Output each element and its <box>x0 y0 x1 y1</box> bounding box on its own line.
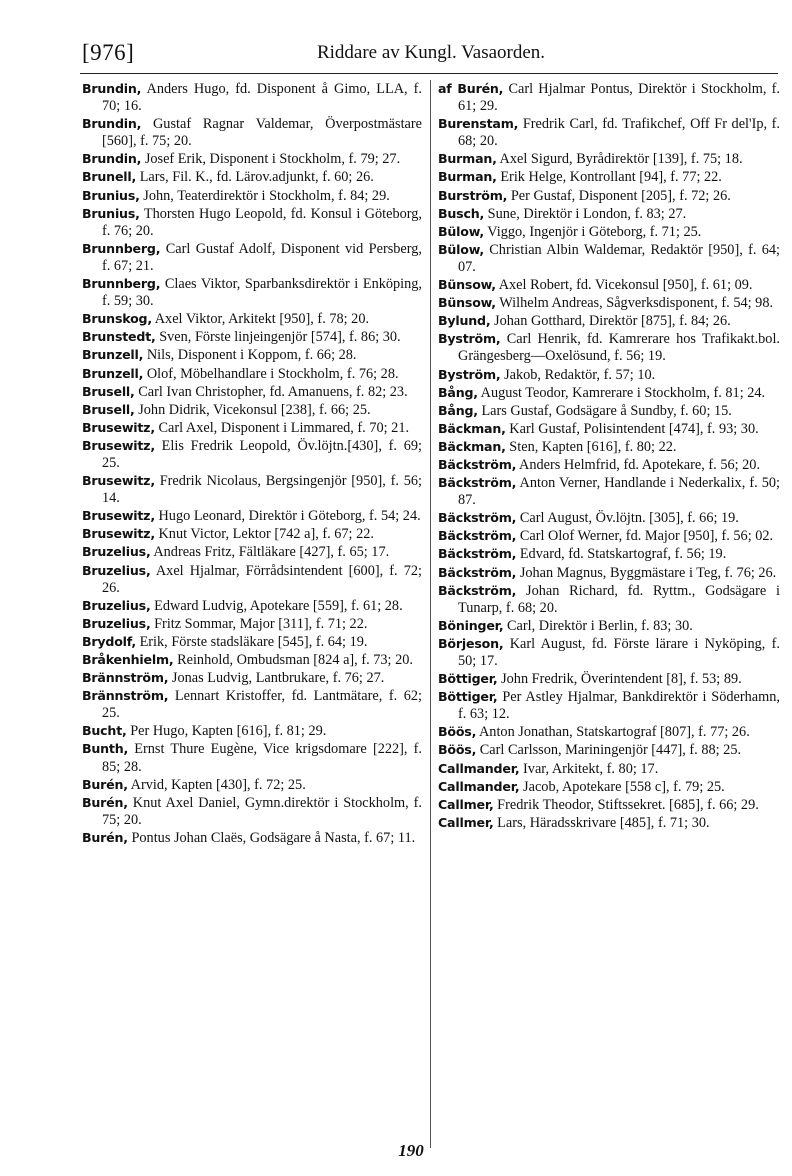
entry-details: Pontus Johan Claës, Godsägare å Nasta, f. 67; 11. <box>131 829 416 846</box>
entry-surname: Brunius, <box>82 187 140 203</box>
entry-details: Olof, Möbelhandlare i Stockholm, f. 76; 28. <box>146 365 399 382</box>
entry-surname: Bünsow, <box>438 277 496 293</box>
register-entry <box>438 688 780 723</box>
entry-surname: Bång, <box>438 384 478 400</box>
register-entry <box>82 150 422 168</box>
entry-details: Edvard, fd. Statskartograf, f. 56; 19. <box>519 546 727 563</box>
register-entry <box>438 723 780 741</box>
entry-surname: Burström, <box>438 187 508 203</box>
entry-surname: Böninger, <box>438 617 504 633</box>
entry-details: Hugo Leonard, Direktör i Göteborg, f. 54; 24. <box>158 508 421 525</box>
entry-surname: Brusewitz, <box>82 508 155 524</box>
register-entry <box>82 776 422 794</box>
entry-details: Carl Gustaf Adolf, Disponent vid Persberg, f. 67; 21. <box>102 240 423 274</box>
entry-details: Lars, Häradsskrivare [485], f. 71; 30. <box>497 814 710 831</box>
register-entry <box>438 741 780 759</box>
entry-details: John, Teaterdirektör i Stockholm, f. 84; 29. <box>143 187 390 204</box>
entry-details: August Teodor, Kamrerare i Stockholm, f. 81; 24. <box>480 384 766 401</box>
entry-surname: Bruzelius, <box>82 562 151 578</box>
entry-surname: Busch, <box>438 205 485 221</box>
entry-surname: Callmander, <box>438 778 520 794</box>
entry-details: Jacob, Apotekare [558 c], f. 79; 25. <box>523 778 725 795</box>
entry-details: Elis Fredrik Leopold, Öv.löjtn.[430], f. 69; 25. <box>102 437 422 471</box>
entry-surname: Bäckström, <box>438 510 517 526</box>
entry-details: Thorsten Hugo Leopold, fd. Konsul i Göteborg, f. 76; 20. <box>102 205 422 239</box>
register-entry <box>438 80 780 115</box>
entry-details: Carl Axel, Disponent i Limmared, f. 70; 21. <box>158 419 410 436</box>
entry-surname: af Burén, <box>438 81 504 96</box>
running-header-title: Riddare av Kungl. Vasaorden. <box>316 42 546 63</box>
register-entry <box>438 187 780 205</box>
register-entry <box>82 205 422 240</box>
register-entry <box>438 564 780 582</box>
entry-surname: Bråkenhielm, <box>82 652 174 667</box>
entry-surname: Böös, <box>438 742 477 758</box>
register-entry <box>82 633 422 651</box>
register-entry <box>438 168 780 186</box>
register-entry <box>82 472 422 507</box>
entry-details: Jakob, Redaktör, f. 57; 10. <box>504 366 656 383</box>
register-entry <box>438 438 780 456</box>
register-entry <box>438 205 780 223</box>
register-entry <box>82 437 422 472</box>
entry-details: Josef Erik, Disponent i Stockholm, f. 79; 27. <box>144 151 401 168</box>
register-entry <box>438 366 780 384</box>
entry-details: Sune, Direktör i London, f. 83; 27. <box>487 205 687 222</box>
register-entry <box>438 617 780 635</box>
entry-surname: Brännström, <box>82 688 169 704</box>
register-entry <box>82 419 422 437</box>
entry-surname: Bylund, <box>438 313 491 329</box>
entry-details: Fredrik Nicolaus, Bergsingenjör [950], f. 56; 14. <box>102 473 422 507</box>
entry-details: Edward Ludvig, Apotekare [559], f. 61; 28. <box>154 597 403 614</box>
entry-details: Per Hugo, Kapten [616], f. 81; 29. <box>130 723 327 740</box>
entry-details: Anton Jonathan, Statskartograf [807], f. 77; 26. <box>478 724 750 741</box>
register-entry <box>438 330 780 365</box>
register-entry <box>438 760 780 778</box>
entry-surname: Böös, <box>438 724 477 740</box>
register-entry <box>82 346 422 364</box>
entry-surname: Brunius, <box>82 205 140 221</box>
entry-surname: Bäckström, <box>438 456 517 472</box>
entry-details: Per Gustaf, Disponent [205], f. 72; 26. <box>510 187 731 204</box>
entry-details: Axel Robert, fd. Vicekonsul [950], f. 61; 09. <box>498 277 753 294</box>
entry-details: Per Astley Hjalmar, Bankdirektör i Söderhamn, f. 63; 12. <box>458 689 780 723</box>
entry-surname: Byström, <box>438 366 501 382</box>
entry-surname: Bäckman, <box>438 438 506 454</box>
entry-details: Christian Albin Waldemar, Redaktör [950], f. 64; 07. <box>458 241 780 275</box>
entry-surname: Brunnberg, <box>82 276 161 292</box>
register-entry <box>82 543 422 561</box>
entry-surname: Bäckström, <box>438 564 517 580</box>
entry-surname: Böttiger, <box>438 689 498 705</box>
register-entry <box>438 527 780 545</box>
entry-details: Knut Axel Daniel, Gymn.direktör i Stockholm, f. 75; 20. <box>102 794 422 828</box>
register-entry <box>438 241 780 276</box>
entry-surname: Callmer, <box>438 796 494 812</box>
entry-details: Carl, Direktör i Berlin, f. 83; 30. <box>506 617 693 634</box>
register-entry <box>438 474 780 509</box>
column-divider <box>430 80 431 1148</box>
register-entry <box>82 401 422 419</box>
register-entry <box>438 276 780 294</box>
entry-details: Carl Hjalmar Pontus, Direktör i Stockholm, f. 61; 29. <box>458 81 780 115</box>
register-entry <box>82 615 422 633</box>
entry-surname: Börjeson, <box>438 635 504 651</box>
entry-details: Carl Ivan Christopher, fd. Amanuens, f. 82; 23. <box>138 383 408 400</box>
entry-details: Anders Hugo, fd. Disponent å Gimo, LLA, f. 70; 16. <box>102 81 422 115</box>
entry-surname: Brundin, <box>82 116 142 132</box>
register-entry <box>438 420 780 438</box>
entry-details: Anders Helmfrid, fd. Apotekare, f. 56; 20. <box>519 456 761 473</box>
entry-details: Fredrik Theodor, Stiftssekret. [685], f. 66; 29. <box>497 796 759 813</box>
entry-surname: Brunzell, <box>82 365 144 381</box>
entry-surname: Bång, <box>438 402 478 418</box>
entry-details: Claes Viktor, Sparbanksdirektör i Enköping, f. 59; 30. <box>102 276 423 310</box>
register-entry <box>82 168 422 186</box>
register-entry <box>438 402 780 420</box>
entry-details: Carl Henrik, fd. Kamrerare hos Trafikakt.bol. Grängesberg—Oxelösund, f. 56; 19. <box>458 331 780 365</box>
entry-details: Karl Gustaf, Polisintendent [474], f. 93; 30. <box>509 420 759 437</box>
register-entry <box>82 669 422 687</box>
register-entry <box>438 150 780 168</box>
entry-details: Reinhold, Ombudsman [824 a], f. 73; 20. <box>177 652 413 668</box>
entry-details: Andreas Fritz, Fältläkare [427], f. 65; 17. <box>153 544 390 561</box>
register-entry <box>82 829 422 847</box>
register-entry <box>82 240 422 275</box>
entry-surname: Bruzelius, <box>82 597 151 613</box>
register-entry <box>82 80 422 115</box>
register-entry <box>82 525 422 543</box>
entry-details: Sven, Förste linjeingenjör [574], f. 86; 30. <box>159 329 401 346</box>
entry-details: Gustaf Ragnar Valdemar, Överpostmästare [560], f. 75; 20. <box>102 116 423 150</box>
register-entry <box>438 115 780 150</box>
entry-details: Jonas Ludvig, Lantbrukare, f. 76; 27. <box>171 670 385 687</box>
entry-details: John Didrik, Vicekonsul [238], f. 66; 25. <box>138 401 371 418</box>
entry-surname: Brusewitz, <box>82 437 155 453</box>
entry-details: Erik Helge, Kontrollant [94], f. 77; 22. <box>500 169 722 186</box>
register-entry <box>438 456 780 474</box>
entry-surname: Brunskog, <box>82 311 152 327</box>
register-entry <box>438 796 780 814</box>
entry-surname: Burén, <box>82 776 128 792</box>
register-entry <box>438 814 780 832</box>
entry-details: Viggo, Ingenjör i Göteborg, f. 71; 25. <box>487 223 702 240</box>
entry-details: Nils, Disponent i Koppom, f. 66; 28. <box>146 347 357 364</box>
entry-surname: Bruzelius, <box>82 615 151 631</box>
entry-surname: Brunstedt, <box>82 329 156 345</box>
entry-details: Carl Carlsson, Mariningenjör [447], f. 88; 25. <box>479 742 742 759</box>
entry-details: Sten, Kapten [616], f. 80; 22. <box>509 438 677 455</box>
register-entry <box>438 294 780 312</box>
entry-surname: Bäckström, <box>438 546 517 562</box>
entry-details: Wilhelm Andreas, Sågverksdisponent, f. 54; 98. <box>499 295 774 312</box>
register-entry <box>438 778 780 796</box>
entry-surname: Bäckström, <box>438 528 517 544</box>
register-entry <box>82 187 422 205</box>
entry-surname: Bülow, <box>438 223 484 239</box>
register-entry <box>438 312 780 330</box>
entry-surname: Bäckström, <box>438 475 517 491</box>
register-entry <box>82 383 422 401</box>
entry-details: Carl August, Öv.löjtn. [305], f. 66; 19. <box>519 510 739 527</box>
right-column <box>438 80 780 832</box>
register-entry <box>82 562 422 597</box>
entry-details: Fritz Sommar, Major [311], f. 71; 22. <box>154 615 368 632</box>
entry-surname: Brusewitz, <box>82 473 155 489</box>
entry-surname: Burman, <box>438 151 497 167</box>
entry-details: Johan Richard, fd. Ryttm., Godsägare i Tunarp, f. 68; 20. <box>458 582 780 616</box>
entry-surname: Bäckström, <box>438 582 517 598</box>
entry-details: Fredrik Carl, fd. Trafikchef, Off Fr del'Ip, f. 68; 20. <box>458 116 780 150</box>
register-entry <box>82 310 422 328</box>
register-entry <box>438 670 780 688</box>
register-entry <box>82 794 422 829</box>
entry-surname: Brundin, <box>82 151 142 167</box>
entry-details: Anton Verner, Handlande i Nederkalix, f. 50; 87. <box>458 475 780 509</box>
entry-surname: Burman, <box>438 169 497 185</box>
entry-details: Lars, Fil. K., fd. Lärov.adjunkt, f. 60; 26. <box>139 169 374 186</box>
entry-details: Axel Viktor, Arkitekt [950], f. 78; 20. <box>154 311 370 328</box>
register-entry <box>438 582 780 617</box>
entry-surname: Burén, <box>82 794 128 810</box>
entry-surname: Brännström, <box>82 670 169 686</box>
entry-surname: Brusell, <box>82 401 135 417</box>
entry-surname: Brusewitz, <box>82 526 155 542</box>
entry-surname: Callmander, <box>438 760 520 776</box>
entry-details: Arvid, Kapten [430], f. 72; 25. <box>130 776 306 793</box>
entry-surname: Bruzelius, <box>82 544 151 560</box>
entry-surname: Brunnberg, <box>82 240 161 256</box>
register-entry <box>438 635 780 670</box>
entry-details: Erik, Förste stadsläkare [545], f. 64; 19. <box>139 633 368 650</box>
entry-surname: Callmer, <box>438 814 494 830</box>
register-entry <box>82 651 422 669</box>
entry-surname: Böttiger, <box>438 671 498 687</box>
register-entry <box>438 545 780 563</box>
page-folio: 190 <box>398 1141 424 1160</box>
entry-surname: Bucht, <box>82 723 127 739</box>
register-entry <box>438 509 780 527</box>
register-entry <box>82 687 422 722</box>
entry-surname: Brusewitz, <box>82 419 155 435</box>
entry-surname: Brundin, <box>82 81 142 96</box>
entry-surname: Brusell, <box>82 383 135 399</box>
register-entry <box>82 597 422 615</box>
entry-surname: Bäckman, <box>438 420 506 436</box>
entry-surname: Brydolf, <box>82 633 136 649</box>
register-entry <box>438 223 780 241</box>
entry-details: Johan Gotthard, Direktör [875], f. 84; 26. <box>494 313 731 330</box>
register-entry <box>82 507 422 525</box>
entry-surname: Bunth, <box>82 741 129 757</box>
entry-details: Lennart Kristoffer, fd. Lantmätare, f. 62; 25. <box>102 688 422 722</box>
entry-details: Karl August, fd. Förste lärare i Nyköping, f. 50; 17. <box>458 635 780 669</box>
register-entry <box>82 365 422 383</box>
entry-details: Axel Sigurd, Byrådirektör [139], f. 75; 18. <box>499 151 743 168</box>
entry-details: Lars Gustaf, Godsägare å Sundby, f. 60; 15. <box>481 402 732 419</box>
entry-surname: Brunzell, <box>82 347 144 363</box>
entry-details: Ivar, Arkitekt, f. 80; 17. <box>523 760 659 777</box>
register-entry <box>82 328 422 346</box>
left-column <box>82 80 422 847</box>
entry-surname: Byström, <box>438 331 501 347</box>
register-entry <box>82 115 422 150</box>
entry-surname: Brunell, <box>82 169 137 185</box>
entry-details: Ernst Thure Eugène, Vice krigsdomare [222], f. 85; 28. <box>102 741 422 775</box>
entry-surname: Bünsow, <box>438 295 496 311</box>
entry-surname: Burén, <box>82 829 128 845</box>
header-rule <box>80 73 778 74</box>
register-entry <box>438 384 780 402</box>
page-number: [976] <box>82 40 135 65</box>
register-entry <box>82 722 422 740</box>
entry-details: John Fredrik, Överintendent [8], f. 53; 89. <box>501 671 742 688</box>
entry-surname: Burenstam, <box>438 116 519 132</box>
entry-surname: Bülow, <box>438 241 484 257</box>
entry-details: Carl Olof Werner, fd. Major [950], f. 56; 02. <box>519 528 774 545</box>
register-entry <box>82 275 422 310</box>
entry-details: Knut Victor, Lektor [742 a], f. 67; 22. <box>158 526 374 543</box>
entry-details: Axel Hjalmar, Förrådsintendent [600], f. 72; 26. <box>102 562 422 596</box>
entry-details: Johan Magnus, Byggmästare i Teg, f. 76; 26. <box>519 564 777 581</box>
register-entry <box>82 740 422 775</box>
